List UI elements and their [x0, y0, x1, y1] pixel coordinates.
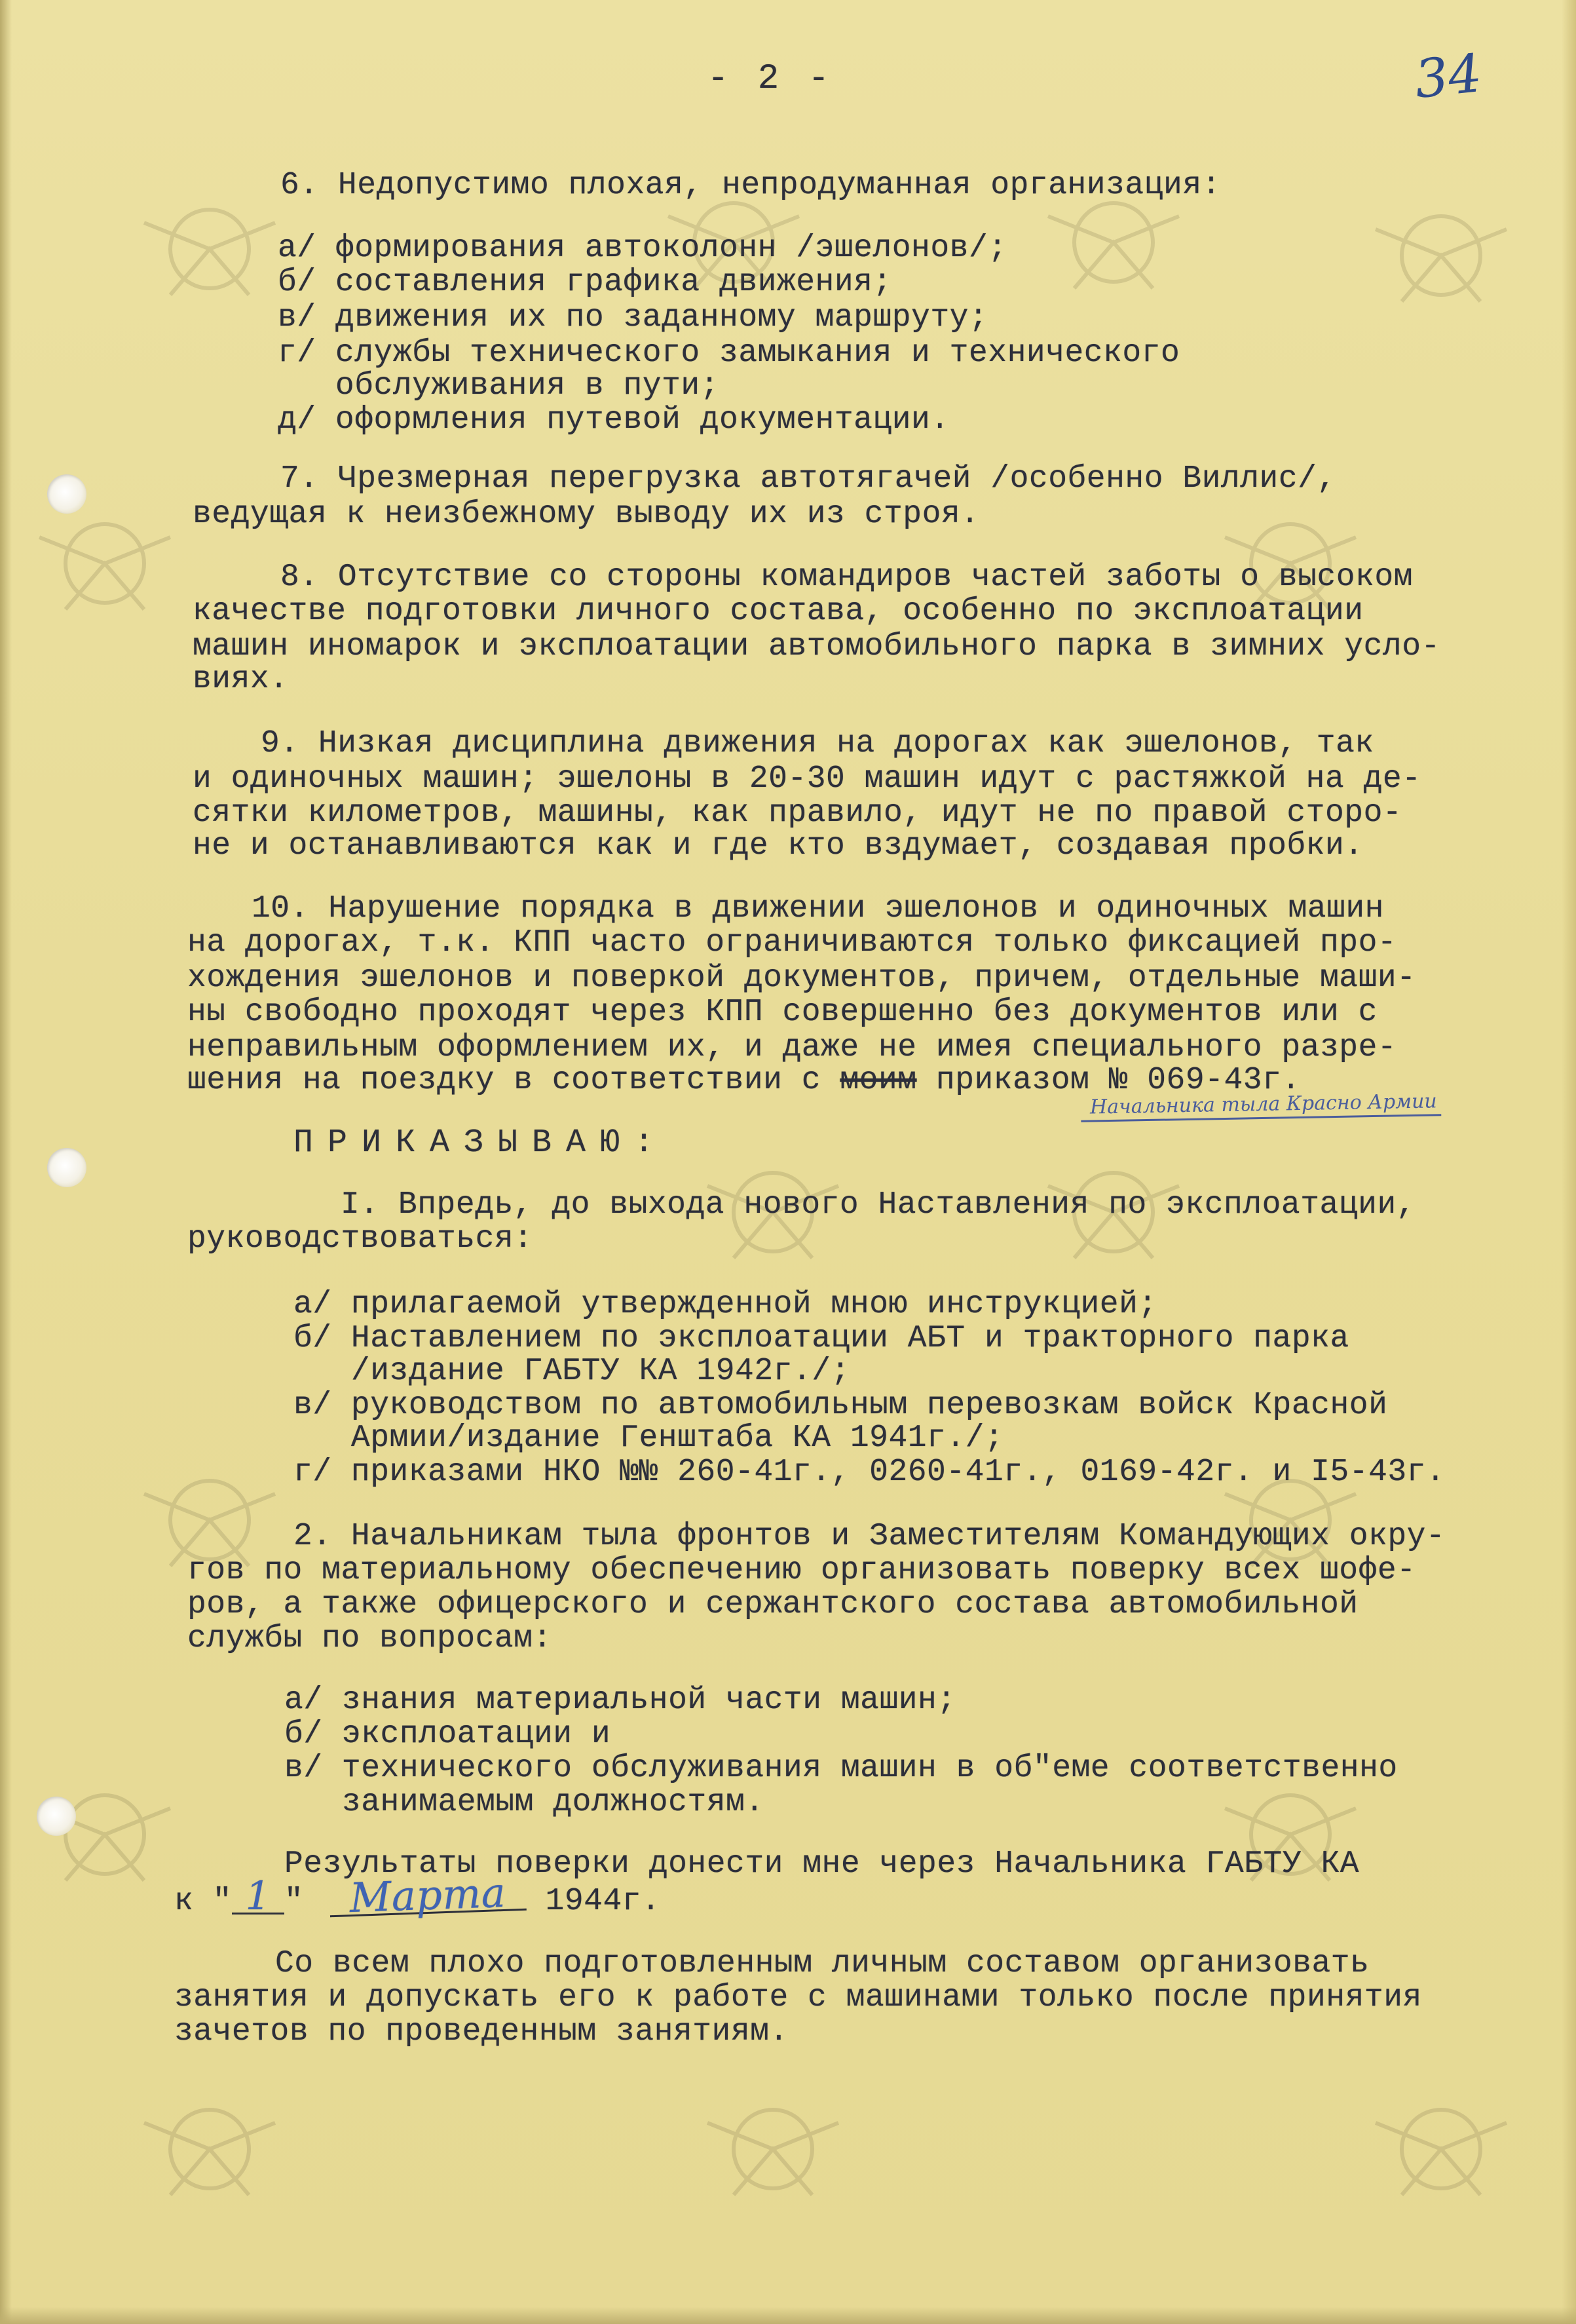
order-point-1-line: I. Впредь, до выхода нового Наставления по эксплоатации, — [341, 1187, 1416, 1223]
final-line: занятия и допускать его к работе с машинами только после принятия — [174, 1980, 1422, 2015]
section-10-last-line — [187, 1061, 1301, 1099]
order-point-1-item: /издание ГАБТУ КА 1942г./; — [293, 1354, 850, 1389]
order-point-2-line: 2. Начальникам тыла фронтов и Заместителям Командующих окру- — [293, 1519, 1446, 1554]
handwritten-day: 1 — [232, 1880, 284, 1914]
report-line: Результаты поверки донести мне через Начальника ГАБТУ КА — [284, 1846, 1360, 1882]
watermark-emblem-icon — [26, 498, 183, 629]
order-point-1-item: Армии/издание Генштаба КА 1941г./; — [293, 1420, 1004, 1456]
section-8-line: виях. — [193, 662, 289, 697]
order-point-2-line: ров, а также офицерского и сержантского состава автомобильной — [187, 1587, 1359, 1622]
order-point-1-item: в/ руководством по автомобильным перевозкам войск Красной — [293, 1388, 1388, 1423]
section-9-line: сятки километров, машины, как правило, идут не по правой сторо- — [193, 795, 1402, 831]
punch-hole — [47, 474, 86, 514]
watermark-emblem-icon — [1362, 190, 1520, 321]
section-6-item: обслуживания в пути; — [278, 368, 720, 404]
section-9-line: и одиночных машин; эшелоны в 20-30 машин идут с растяжкой на де- — [193, 761, 1421, 797]
final-line: зачетов по проведенным занятиям. — [174, 2014, 789, 2049]
punch-hole — [37, 1797, 76, 1836]
section-10-line: на дорогах, т.к. КПП часто ограничиваются только фиксацией про- — [187, 925, 1397, 961]
section-6-item: г/ службы технического замыкания и технического — [278, 335, 1180, 371]
archive-folio-number: 34 — [1412, 42, 1485, 111]
section-6-item: а/ формирования автоколонн /эшелонов/; — [278, 231, 1007, 266]
handwritten-insertion: Начальника тыла Красно Армии — [1081, 1090, 1441, 1122]
bottom-edge-shadow — [0, 2307, 1576, 2324]
section-7-line: ведущая к неизбежному выводу их из строя. — [193, 497, 980, 532]
order-heading: ПРИКАЗЫВАЮ: — [293, 1124, 669, 1162]
report-date-line — [174, 1868, 661, 1922]
right-edge-shadow — [1562, 0, 1576, 2324]
report-date-mid: " — [284, 1884, 304, 1919]
section-6-heading: 6. Недопустимо плохая, непродуманная организация: — [280, 168, 1221, 203]
section-7-line: 7. Чрезмерная перегрузка автотягачей /особенно Виллис/, — [280, 461, 1336, 497]
watermark-emblem-icon — [694, 2084, 852, 2215]
section-6-item: б/ составления графика движения; — [278, 265, 892, 300]
handwritten-month: Марта — [329, 1876, 527, 1917]
punch-hole — [47, 1148, 86, 1187]
order-point-2-line: гов по материальному обеспечению организовать поверку всех шофе- — [187, 1553, 1416, 1588]
section-8-line: машин иномарок и эксплоатации автомобильного парка в зимних усло- — [193, 629, 1440, 664]
left-edge-shadow — [0, 0, 12, 2324]
report-date-prefix: к " — [174, 1884, 232, 1919]
order-point-1-line: руководствоваться: — [187, 1221, 533, 1257]
section-8-line: качестве подготовки личного состава, особенно по эксплоатации — [193, 594, 1364, 629]
section-10-line: неправильным оформлением их, и даже не имея специального разре- — [187, 1030, 1397, 1065]
section-9-line: 9. Низкая дисциплина движения на дорогах как эшелонов, так — [261, 726, 1374, 761]
report-year: 1944г. — [526, 1884, 661, 1919]
watermark-emblem-icon — [131, 183, 288, 314]
watermark-emblem-icon — [131, 2084, 288, 2215]
order-point-2-item: занимаемым должностям. — [284, 1785, 764, 1820]
section-9-line: не и останавливаются как и где кто вздумает, создавая пробки. — [193, 828, 1364, 864]
watermark-emblem-icon — [1362, 2084, 1520, 2215]
section-6-item: д/ оформления путевой документации. — [278, 402, 950, 438]
section-10-line: 10. Нарушение порядка в движении эшелонов и одиночных машин — [252, 891, 1384, 926]
page-number: - 2 - — [707, 59, 834, 99]
section-10-last-line-start: шения на поездку в соответствии с — [187, 1063, 840, 1098]
order-point-2-item: б/ эксплоатации и — [284, 1717, 611, 1752]
section-6-item: в/ движения их по заданному маршруту; — [278, 300, 988, 335]
order-point-1-item: а/ прилагаемой утвержденной мною инструкцией; — [293, 1287, 1157, 1322]
final-line: Со всем плохо подготовленным личным составом организовать — [275, 1946, 1370, 1981]
order-point-1-item: б/ Наставлением по эксплоатации АБТ и тракторного парка — [293, 1321, 1349, 1356]
section-10-line: хождения эшелонов и поверкой документов, причем, отдельные маши- — [187, 961, 1416, 996]
section-10-line: ны свободно проходят через КПП совершенно без документов или с — [187, 995, 1378, 1030]
section-8-line: 8. Отсутствие со стороны командиров частей заботы о высоком — [280, 560, 1413, 595]
order-point-2-item: а/ знания материальной части машин; — [284, 1683, 956, 1718]
order-point-1-item: г/ приказами НКО №№ 260-41г., 0260-41г., 0169-42г. и I5-43г. — [293, 1455, 1446, 1490]
section-10-last-line-end: приказом № 069-43г. — [916, 1063, 1301, 1098]
struck-word: моим — [840, 1063, 917, 1098]
order-point-2-item: в/ технического обслуживания машин в об"еме соответственно — [284, 1751, 1398, 1786]
order-point-2-line: службы по вопросам: — [187, 1621, 552, 1656]
